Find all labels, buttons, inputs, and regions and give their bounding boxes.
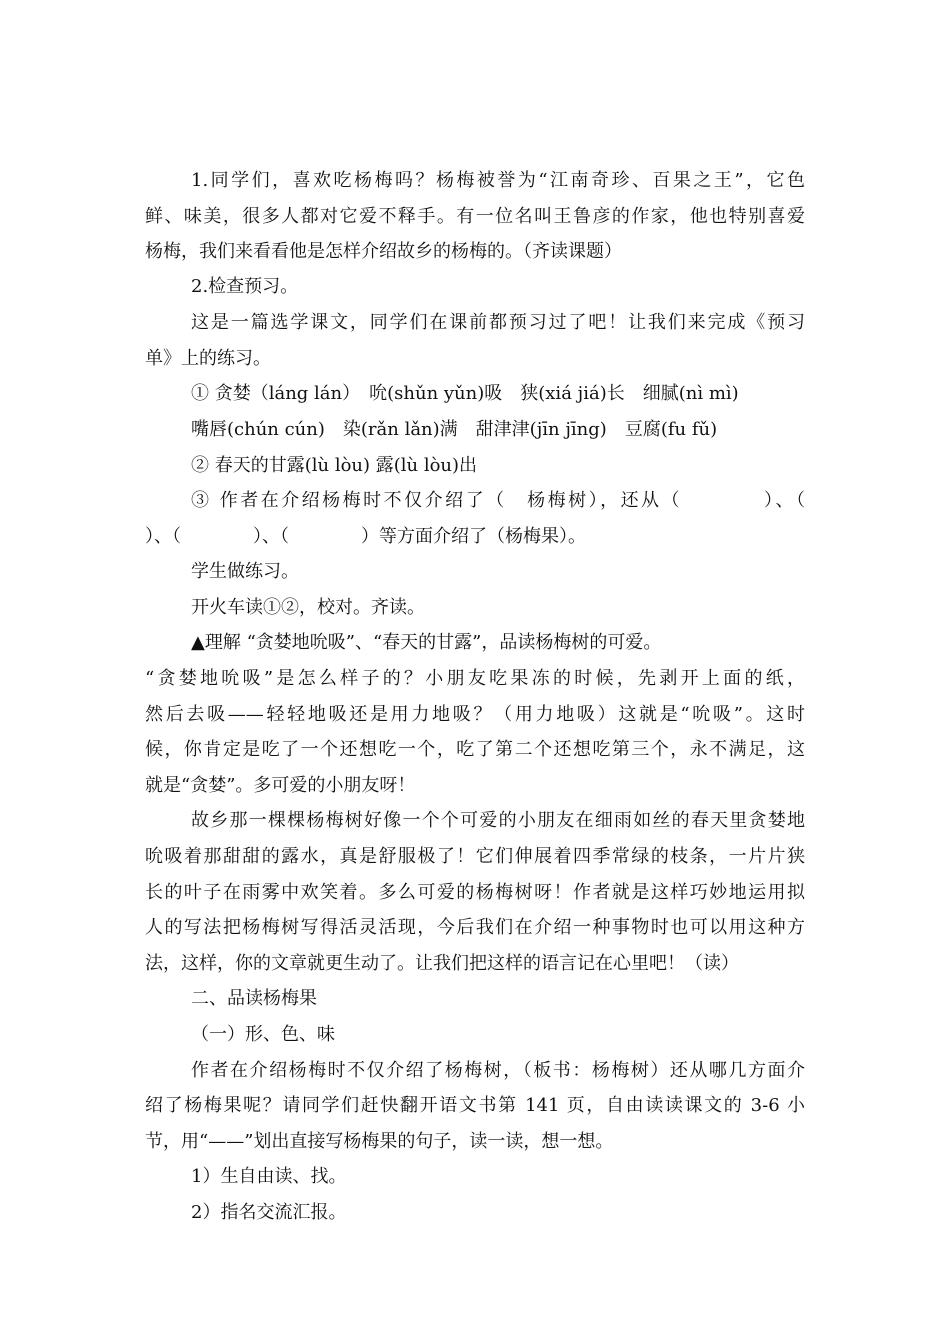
exercise-line: 嘴唇(chún cún) 染(rǎn lǎn)满 甜津津(jīn jīng) 豆腐(fu fǔ) bbox=[191, 419, 718, 440]
exercise-line: ③ 作者在介绍杨梅时不仅介绍了（ 杨梅树），还从（ ）、（ bbox=[191, 490, 805, 511]
list-item: 1）生自由读、找。 bbox=[191, 1166, 347, 1187]
paragraph-line: 吮吸着那甜甜的露水，真是舒服极了！它们伸展着四季常绿的枝条，一片片狭 bbox=[145, 846, 805, 867]
section-heading: 二、品读杨梅果 bbox=[191, 988, 317, 1009]
paragraph-line: 候，你肯定是吃了一个还想吃一个，吃了第二个还想吃第三个，永不满足，这 bbox=[145, 739, 805, 760]
paragraph-line: 开火车读①②，校对。齐读。 bbox=[191, 597, 425, 618]
exercise-line: ② 春天的甘露(lù lòu) 露(lù lòu)出 bbox=[191, 455, 478, 476]
paragraph-line: 这是一篇选学课文，同学们在课前都预习过了吧！让我们来完成《预习 bbox=[191, 312, 805, 333]
exercise-line: ）、（ ）、（ ）等方面介绍了（杨梅果）。 bbox=[145, 526, 586, 547]
paragraph-line: 学生做练习。 bbox=[191, 561, 299, 582]
list-item: 2）指名交流汇报。 bbox=[191, 1202, 347, 1223]
paragraph-line: 法，这样，你的文章就更生动了。让我们把这样的语言记在心里吧！（读） bbox=[145, 953, 739, 974]
section-heading: ▲理解 “贪婪地吮吸”、“春天的甘露”，品读杨梅树的可爱。 bbox=[191, 632, 662, 653]
paragraph-line: 单》上的练习。 bbox=[145, 348, 271, 369]
paragraph-line: 就是“贪婪”。多可爱的小朋友呀！ bbox=[145, 775, 416, 796]
paragraph-line: 1.同学们，喜欢吃杨梅吗？杨梅被誉为“江南奇珍、百果之王”，它色 bbox=[191, 170, 805, 191]
exercise-line: ① 贪婪（láng lán） 吮(shǔn yǔn)吸 狭(xiá jiá)长 细腻(nì mì) bbox=[191, 383, 739, 404]
paragraph-line: 故乡那一棵棵杨梅树好像一个个可爱的小朋友在细雨如丝的春天里贪婪地 bbox=[191, 810, 805, 831]
paragraph-line: 长的叶子在雨雾中欢笑着。多么可爱的杨梅树呀！作者就是这样巧妙地运用拟 bbox=[145, 882, 805, 903]
paragraph-line: 作者在介绍杨梅时不仅介绍了杨梅树，（板书：杨梅树）还从哪几方面介 bbox=[191, 1060, 805, 1081]
paragraph-line: 绍了杨梅果呢？请同学们赶快翻开语文书第 141 页，自由读读课文的 3-6 小 bbox=[145, 1095, 805, 1116]
paragraph-line: 节，用“——”划出直接写杨梅果的句子，读一读，想一想。 bbox=[145, 1131, 614, 1152]
paragraph-line: “贪婪地吮吸”是怎么样子的？小朋友吃果冻的时候，先剥开上面的纸， bbox=[145, 668, 805, 689]
paragraph-line: 鲜、味美，很多人都对它爱不释手。有一位名叫王鲁彦的作家，他也特别喜爱 bbox=[145, 206, 805, 227]
paragraph-line: 杨梅，我们来看看他是怎样介绍故乡的杨梅的。（齐读课题） bbox=[145, 241, 622, 262]
subsection-heading: （一）形、色、味 bbox=[191, 1024, 335, 1045]
paragraph-line: 然后去吸——轻轻地吸还是用力地吸？（用力地吸）这就是“吮吸”。这时 bbox=[145, 704, 805, 725]
paragraph-line: 人的写法把杨梅树写得活灵活现，今后我们在介绍一种事物时也可以用这种方 bbox=[145, 917, 805, 938]
paragraph-line: 2.检查预习。 bbox=[191, 276, 299, 297]
